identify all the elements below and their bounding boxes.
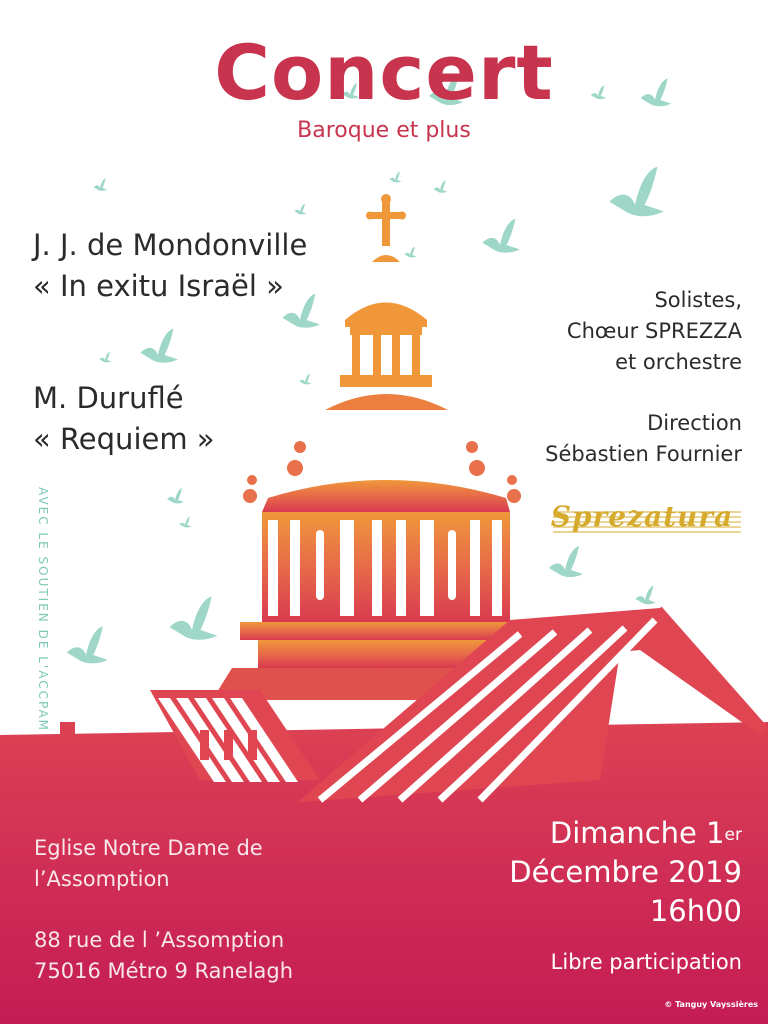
direction-block <box>545 408 742 470</box>
address-line: 88 rue de l ’Assomption <box>34 928 285 952</box>
bird-icon <box>167 488 184 504</box>
bird-icon <box>99 352 111 363</box>
support-credit: AVEC LE SOUTIEN DE L'ACCPAM <box>36 487 50 733</box>
bird-icon <box>140 329 177 363</box>
date-month-year: Décembre 2019 <box>509 855 742 889</box>
sprezatura-logo <box>543 498 741 544</box>
cross-icon <box>366 194 406 262</box>
venue-block <box>34 833 263 895</box>
composer-name: M. Duruflé <box>33 381 184 415</box>
work-title: « In exitu Israël » <box>33 269 284 303</box>
bird-icon <box>294 204 306 215</box>
performers-line: Chœur SPREZZA <box>566 319 742 343</box>
programme-item <box>33 378 215 460</box>
conductor-name: Sébastien Fournier <box>545 442 742 466</box>
date-day <box>509 814 742 853</box>
price-info: Libre participation <box>550 950 742 974</box>
date-time: 16h00 <box>649 894 742 928</box>
address-block <box>34 925 293 987</box>
venue-line: Eglise Notre Dame de <box>34 836 263 860</box>
bird-icon <box>404 247 416 258</box>
venue-line: l’Assomption <box>34 867 170 891</box>
direction-label: Direction <box>647 411 742 435</box>
photo-credit: © Tanguy Vayssières <box>664 1000 758 1009</box>
performers-line: Solistes, <box>654 288 742 312</box>
bird-icon <box>299 374 311 385</box>
programme-item <box>33 225 307 307</box>
bird-icon <box>389 172 401 183</box>
date-day-suffix: er <box>724 825 742 845</box>
bird-icon <box>434 180 448 192</box>
bird-icon <box>635 586 655 605</box>
work-title: « Requiem » <box>33 422 215 456</box>
performers-block <box>567 285 742 378</box>
bird-icon <box>67 626 108 663</box>
bird-icon <box>179 517 191 528</box>
bird-icon <box>94 178 108 190</box>
performers-line: et orchestre <box>615 350 742 374</box>
bird-icon <box>609 167 663 217</box>
page-title: Concert <box>214 28 554 117</box>
logo-lettering: Sprezatura <box>550 500 734 533</box>
bird-icon <box>482 219 519 253</box>
address-line: 75016 Métro 9 Ranelagh <box>34 959 294 983</box>
bird-icon <box>170 596 218 639</box>
bird-icon <box>549 546 583 577</box>
composer-name: J. J. de Mondonville <box>33 228 308 262</box>
date-block <box>509 814 742 931</box>
subtitle: Baroque et plus <box>297 118 471 143</box>
date-day-text: Dimanche 1 <box>549 816 725 850</box>
